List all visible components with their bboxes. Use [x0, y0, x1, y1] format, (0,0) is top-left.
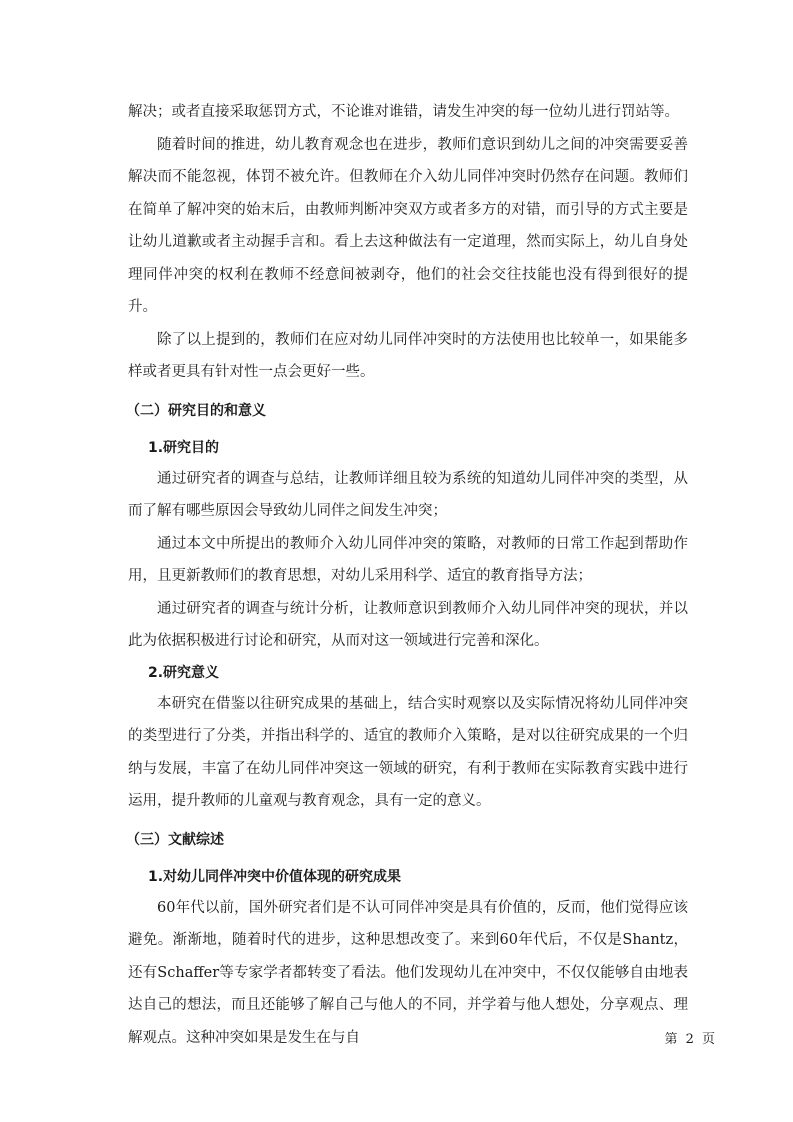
intro-paragraph-3: 除了以上提到的，教师们在应对幼儿同伴冲突时的方法使用也比较单一，如果能多样或者更具有针对性一点会更好一些。	[128, 331, 688, 380]
subsection-heading-purpose: 1.研究目的	[148, 439, 220, 456]
purpose-paragraph-2: 通过本文中所提出的教师介入幼儿同伴冲突的策略，对教师的日常工作起到帮助作用，且更新教师们的教育思想，对幼儿采用科学、适宜的教育指导方法；	[128, 535, 688, 584]
page-body	[128, 96, 688, 1054]
page-number: 第 2 页	[664, 1032, 717, 1047]
literature-paragraph-1: 60年代以前，国外研究者们是不认可同伴冲突是具有价值的，反而，他们觉得应该避免。渐渐地，随着时代的进步，这种思想改变了。来到60年代后，不仅是Shantz，还有Schaffer等专家学者都转变了看法。他们发现幼儿在冲突中，不仅仅能够自由地表达自己的想法，而且还能够了解自己与他人的不同，并学着与他人想处，分享观点、理解观点。这种冲突如果是发生在与自	[128, 899, 688, 1046]
subsection-heading-conflict-value: 1.对幼儿同伴冲突中价值体现的研究成果	[148, 868, 402, 885]
section-heading-literature-review: （三）文献综述	[126, 831, 224, 848]
significance-paragraph: 本研究在借鉴以往研究成果的基础上，结合实时观察以及实际情况将幼儿同伴冲突的类型进行了分类，并指出科学的、适宜的教师介入策略，是对以往研究成果的一个归纳与发展，丰富了在幼儿同伴冲突这一领域的研究，有利于教师在实际教育实践中进行运用，提升教师的儿童观与教育观念，具有一定的意义。	[128, 695, 688, 809]
purpose-paragraph-3: 通过研究者的调查与统计分析，让教师意识到教师介入幼儿同伴冲突的现状，并以此为依据积极进行讨论和研究，从而对这一领域进行完善和深化。	[128, 600, 688, 649]
subsection-heading-significance: 2.研究意义	[148, 664, 220, 681]
section-heading-purpose-significance: （二）研究目的和意义	[126, 402, 266, 419]
purpose-paragraph-1: 通过研究者的调查与总结，让教师详细且较为系统的知道幼儿同伴冲突的类型，从而了解有哪些原因会导致幼儿同伴之间发生冲突；	[128, 470, 688, 519]
intro-paragraph-2: 随着时间的推进，幼儿教育观念也在进步，教师们意识到幼儿之间的冲突需要妥善解决而不能忽视，体罚不被允许。但教师在介入幼儿同伴冲突时仍然存在问题。教师们在简单了解冲突的始末后，由教师判断冲突双方或者多方的对错，而引导的方式主要是让幼儿道歉或者主动握手言和。看上去这种做法有一定道理，然而实际上，幼儿自身处理同伴冲突的权利在教师不经意间被剥夺，他们的社会交往技能也没有得到很好的提升。	[128, 136, 688, 315]
intro-paragraph-1: 解决；或者直接采取惩罚方式，不论谁对谁错，请发生冲突的每一位幼儿进行罚站等。	[128, 104, 679, 120]
